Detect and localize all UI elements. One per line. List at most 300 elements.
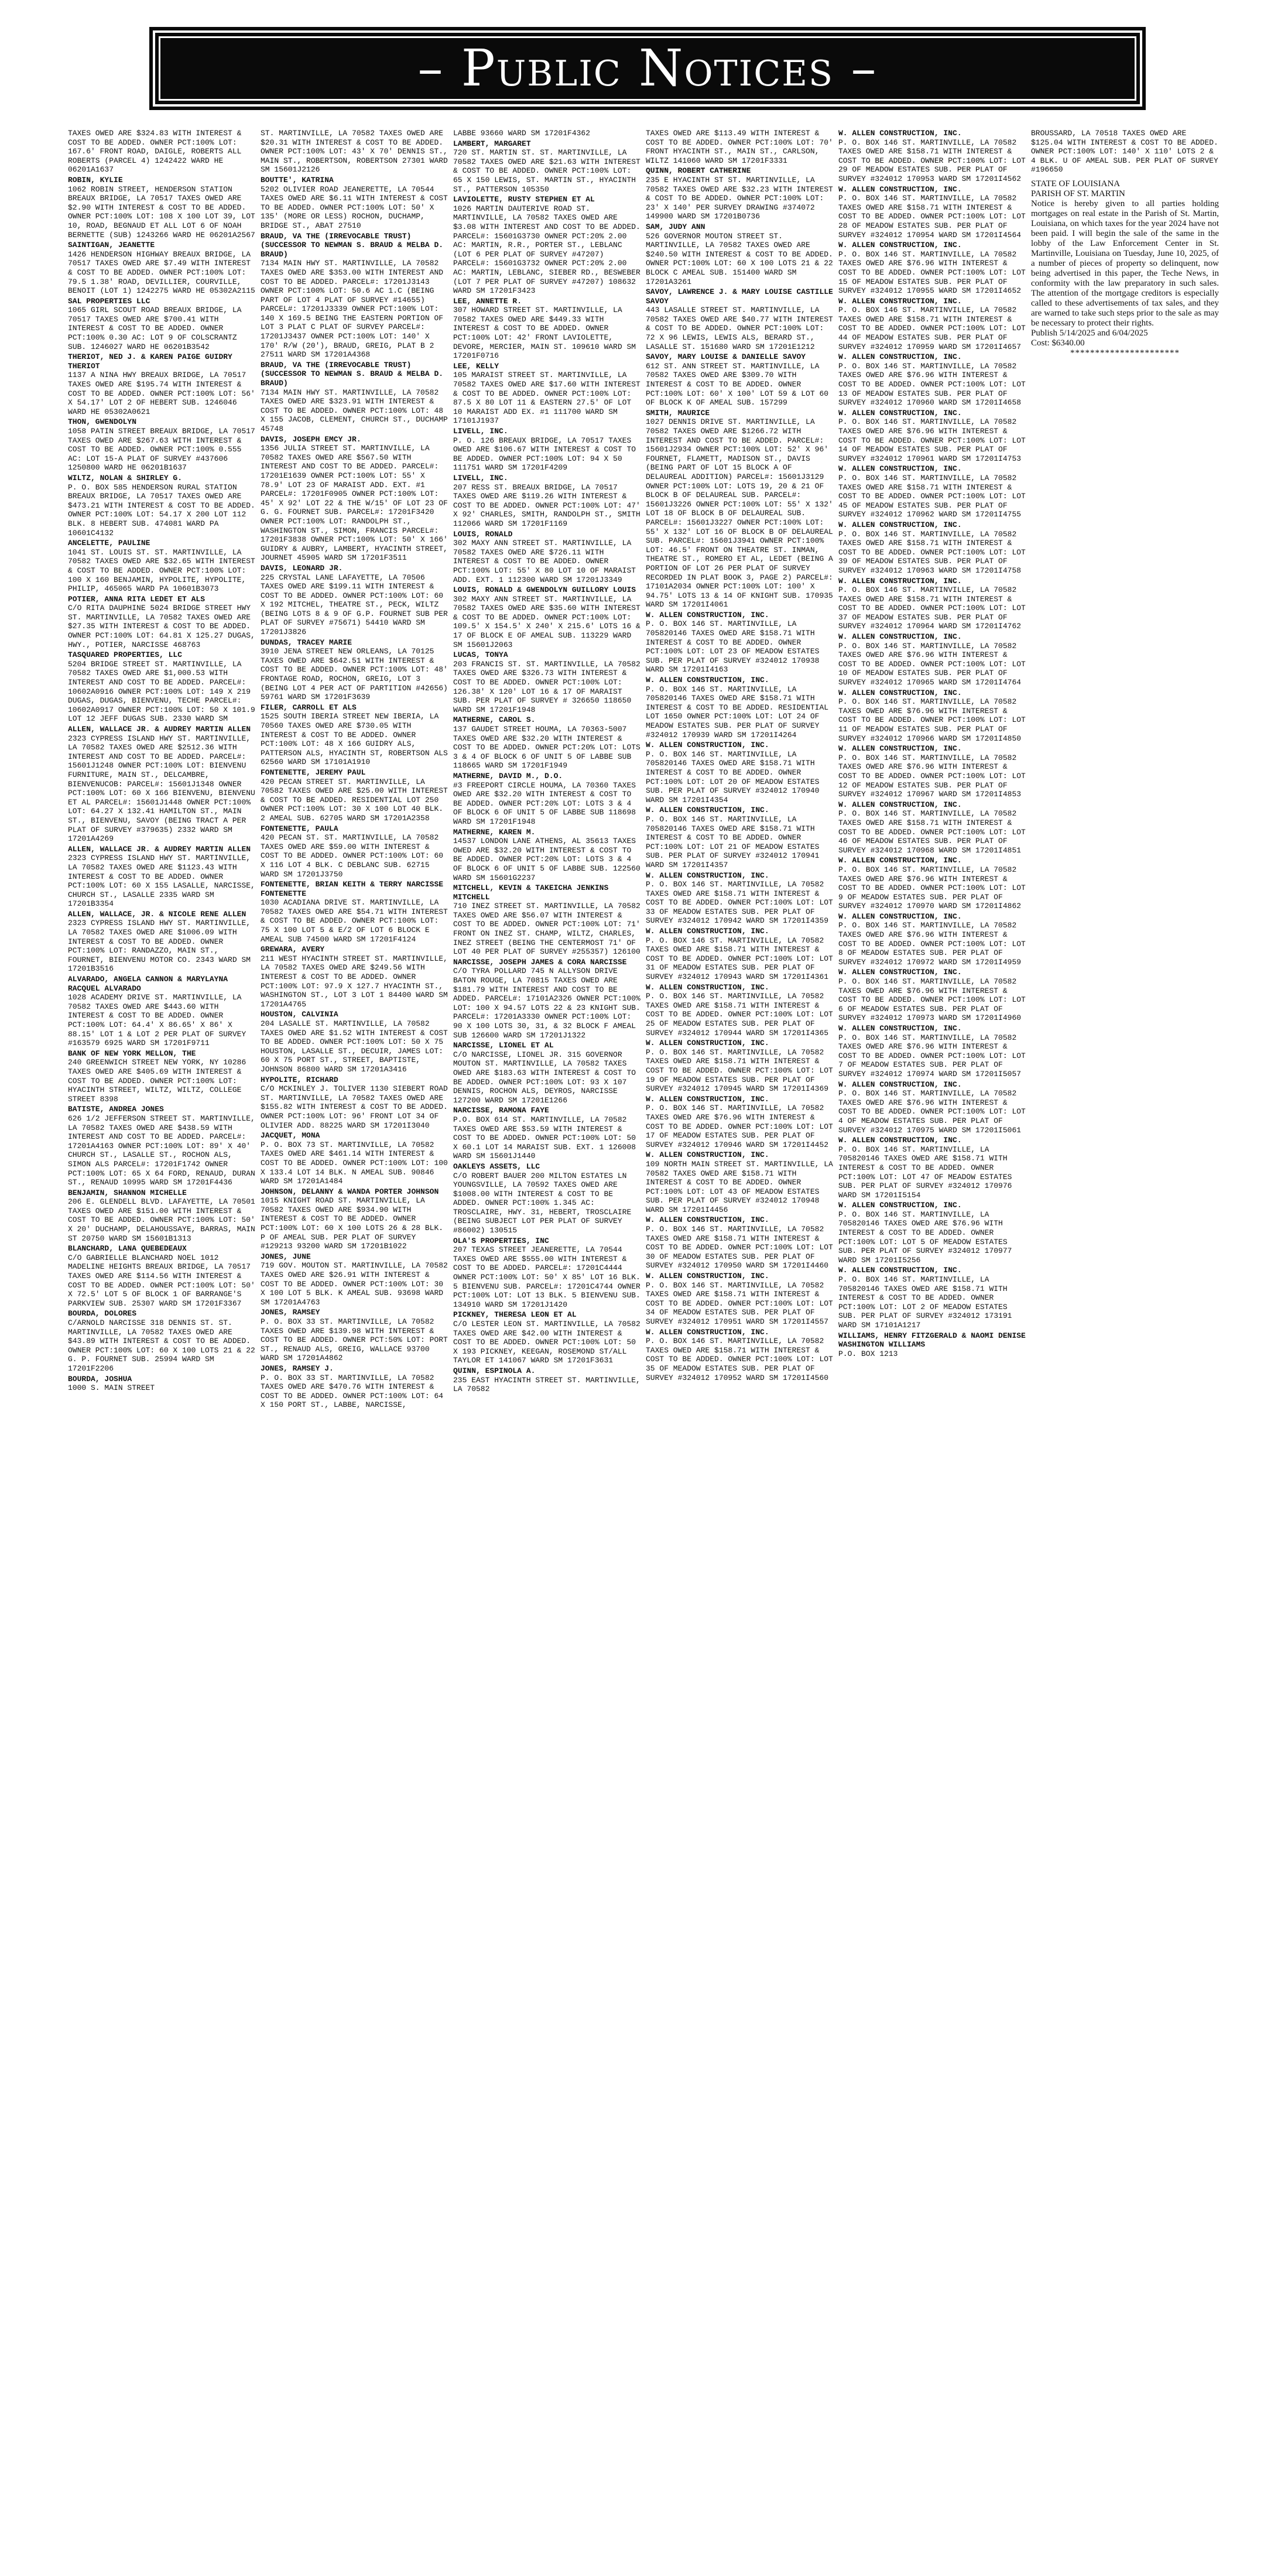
listing-details: 443 LASALLE STREET ST. MARTINVILLE, LA 70582 TAXES OWED ARE $40.77 WITH INTEREST & COST TO BE ADDED. OWNER PCT:100% LOT: 72 X 96 LEWIS, LEWIS ALS, BERARD ST., LASALLE ST. 151680 WARD SM 17201E1212 bbox=[646, 306, 833, 351]
tax-listing bbox=[68, 539, 256, 594]
owner-name: W. ALLEN CONSTRUCTION, INC. bbox=[838, 1024, 962, 1033]
listing-details: P. O. BOX 146 ST. MARTINVILLE, LA 70582 TAXES OWED ARE $158.71 WITH INTEREST & COST TO BE ADDED. OWNER PCT:100% LOT: LOT 25 OF MEADOW ESTATES SUB. PER PLAT OF SURVEY #324012 170944 WARD SM 17201I4365 bbox=[646, 992, 833, 1037]
listing-details: P. O. BOX 33 ST. MARTINVILLE, LA 70582 TAXES OWED ARE $139.98 WITH INTEREST & COST TO BE ADDED. OWNER PCT:50% LOT: PORT ST., RENAUD ALS, GREIG, WALLACE 93700 WARD SM 17201A4862 bbox=[261, 1317, 448, 1363]
column-4 bbox=[646, 129, 834, 2564]
tax-listing bbox=[838, 352, 1026, 407]
owner-name: ROBIN, KYLIE bbox=[68, 175, 123, 184]
listing-details: P. O. BOX 146 ST. MARTINVILLE, LA 70582 TAXES OWED ARE $76.96 WITH INTEREST & COST TO BE ADDED. OWNER PCT:100% LOT: LOT 11 OF MEADOW ESTATES SUB. PER PLAT OF SURVEY #324012 170966 WARD SM 17201I4850 bbox=[838, 697, 1026, 743]
owner-name: SMITH, MAURICE bbox=[646, 408, 710, 417]
tax-listing bbox=[646, 741, 834, 804]
tax-listing bbox=[68, 1309, 256, 1373]
listing-details: C/O MCKINLEY J. TOLIVER 1130 SIEBERT ROAD ST. MARTINVILLE, LA 70582 TAXES OWED ARE $155.82 WITH INTEREST & COST TO BE ADDED. OWNER PCT:100% LOT: 96' FRONT LOT 34 OF OLIVIER ADD. 88225 WARD SM 17201I3040 bbox=[261, 1084, 448, 1130]
listing-details: 235 EAST HYACINTH STREET ST. MARTINVILLE, LA 70582 bbox=[453, 1375, 640, 1394]
tax-listing bbox=[838, 409, 1026, 464]
listing-details: 1027 DENNIS DRIVE ST. MARTINVILLE, LA 70582 TAXES OWED ARE $1266.72 WITH INTEREST AND COST TO BE ADDED. PARCEL#: 15601J2934 OWNER PCT:100% LOT: 52' X 96' FOURNET, FLAMETT, MADISON ST., DAVIS (BEING PART OF LOT 15 BLOCK A OF DELAUREAL ADDITION) PARCEL#: 15601J3129 OWNER PCT:100% LOT: LOTS 19, 20 & 21 OF BLOCK B OF DELAUREAL SUB. PARCEL#: 15601J3226 OWNER PCT:100% LOT: 55' X 132' LOT 18 OF BLOCK B OF DELAUREAL SUB. PARCEL#: 15601J3227 OWNER PCT:100% LOT: 55' X 132' LOT 16 OF BLOCK B OF DELAUREAL SUB. PARCEL#: 15601J3941 OWNER PCT:100% LOT: 46.5' FRONT ON THEATRE ST. INMAN, THEATRE ST., ROMERO ET AL, LEDET (BEING A PORTION OF LOT 26 PER PLAT OF SURVEY RECORDED IN PLAT BOOK 3, PAGE 2) PARCEL#: 17101A2034 OWNER PCT:100% LOT: 100' X 94.75' LOTS 13 & 14 OF KNIGHT SUB. 170935 WARD SM 17201I4061 bbox=[646, 417, 833, 609]
owner-name: TASQUARED PROPERTIES, LLC bbox=[68, 650, 183, 660]
owner-name: W. ALLEN CONSTRUCTION, INC. bbox=[838, 1266, 962, 1275]
tax-listing bbox=[646, 166, 834, 221]
listing-details: P. O. BOX 146 ST. MARTINVILLE, LA 70582 TAXES OWED ARE $76.96 WITH INTEREST & COST TO BE ADDED. OWNER PCT:100% LOT: LOT 4 OF MEADOW ESTATES SUB. PER PLAT OF SURVEY #324012 170975 WARD SM 17201I5061 bbox=[838, 1089, 1026, 1135]
tax-listing bbox=[453, 1162, 641, 1235]
listing-details: 207 TEXAS STREET JEANERETTE, LA 70544 TAXES OWED ARE $555.00 WITH INTEREST & COST TO BE ADDED. PARCEL#: 17201C4444 OWNER PCT:100% LOT: 50' X 85' LOT 16 BLK. 5 BIENVENU SUB. PARCEL#: 17201C4744 OWNER PCT:100% LOT: LOT 13 BLK. 5 BIENVENU SUB. 134910 WARD SM 17201J1420 bbox=[453, 1245, 640, 1309]
listing-details: P. O. BOX 146 ST. MARTINVILLE, LA 705820146 TAXES OWED ARE $76.96 WITH INTEREST & COST TO BE ADDED. OWNER PCT:100% LOT: LOT 5 OF MEADOW ESTATES SUB. PER PLAT OF SURVEY #324012 170977 WARD SM 17201I5256 bbox=[838, 1210, 1012, 1265]
listing-details: P. O. BOX 146 ST. MARTINVILLE, LA 70582 TAXES OWED ARE $158.71 WITH INTEREST & COST TO BE ADDED. OWNER PCT:100% LOT: LOT 37 OF MEADOW ESTATES SUB. PER PLAT OF SURVEY #324012 170964 WARD SM 17201I4762 bbox=[838, 585, 1026, 631]
listing-details: P. O. BOX 146 ST. MARTINVILLE, LA 70582 TAXES OWED ARE $158.71 WITH INTEREST & COST TO BE ADDED. OWNER PCT:100% LOT: LOT 33 OF MEADOW ESTATES SUB. PER PLAT OF SURVEY #324012 170942 WARD SM 17201I4359 bbox=[646, 880, 833, 926]
owner-name: ALLEN, WALLACE, JR. & NICOLE RENE ALLEN bbox=[68, 909, 246, 919]
tax-listing bbox=[261, 232, 448, 359]
listing-details: P. O. 126 BREAUX BRIDGE, LA 70517 TAXES OWED ARE $106.67 WITH INTEREST & COST TO BE ADDED. OWNER PCT:100% LOT: 94 X 50 111751 WARD SM 17201F4209 bbox=[453, 436, 636, 472]
tax-listing bbox=[453, 958, 641, 1040]
tax-listing bbox=[261, 880, 448, 944]
listing-details: P. O. BOX 146 ST. MARTINVILLE, LA 70582 TAXES OWED ARE $76.96 WITH INTEREST & COST TO BE ADDED. OWNER PCT:100% LOT: LOT 14 OF MEADOW ESTATES SUB. PER PLAT OF SURVEY #324012 170961 WARD SM 17201I4753 bbox=[838, 417, 1026, 463]
owner-name: LEE, KELLY bbox=[453, 361, 499, 371]
listing-details: P. O. BOX 146 ST. MARTINVILLE, LA 70582 TAXES OWED ARE $76.96 WITH INTEREST & COST TO BE ADDED. OWNER PCT:100% LOT: LOT 8 OF MEADOW ESTATES SUB. PER PLAT OF SURVEY #324012 170972 WARD SM 17201I4959 bbox=[838, 921, 1026, 967]
listing-details: 225 CRYSTAL LANE LAFAYETTE, LA 70506 TAXES OWED ARE $199.11 WITH INTEREST & COST TO BE ADDED. OWNER PCT:100% LOT: 60 X 192 MITCHEL, THEATRE ST., PECK, WILTZ (BEING LOTS 8 & 9 OF G.P. FOURNET SUB PER PLAT OF SURVEY #75671) 54410 WARD SM 17201J3826 bbox=[261, 573, 448, 637]
tax-listing bbox=[261, 945, 448, 1009]
listing-details: 2323 CYPRESS ISLAND HWY ST. MARTINVILLE, LA 70582 TAXES OWED ARE $1006.09 WITH INTEREST & COST TO BE ADDED. OWNER PCT:100% LOT: RANDAZZO, MAIN ST., FOURNET, BIENVENU MOTOR CO. 2343 WARD SM 17201B3516 bbox=[68, 919, 251, 974]
listing-details: 203 FRANCIS ST. ST. MARTINVILLE, LA 70582 TAXES OWED ARE $326.73 WITH INTEREST & COST TO BE ADDED. OWNER PCT:100% LOT: 126.38' X 120' LOT 16 & 17 OF MARAIST SUB. PER PLAT OF SURVEY # 326650 118650 WARD SM 17201F1948 bbox=[453, 659, 640, 714]
owner-name: BOURDA, DOLORES bbox=[68, 1309, 137, 1318]
tax-listing bbox=[68, 417, 256, 472]
listing-details: C/O GABRIELLE BLANCHARD NOEL 1012 MADELINE HEIGHTS BREAUX BRIDGE, LA 70517 TAXES OWED ARE $114.56 WITH INTEREST & COST TO BE ADDED. OWNER PCT:100% LOT: 50' X 72.5' LOT 5 OF BLOCK 1 OF BARRANGE'S PARKVIEW SUB. 25307 WARD SM 17201F3367 bbox=[68, 1253, 255, 1308]
owner-name: LIVELL, INC. bbox=[453, 473, 508, 482]
tax-listing bbox=[646, 611, 834, 674]
owner-name: POTIER, ANNA RITA LEDET ET ALS bbox=[68, 594, 205, 604]
listing-details: P. O. BOX 146 ST. MARTINVILLE, LA 70582 TAXES OWED ARE $158.71 WITH INTEREST & COST TO BE ADDED. OWNER PCT:100% LOT: LOT 45 OF MEADOW ESTATES SUB. PER PLAT OF SURVEY #324012 170962 WARD SM 17201I4755 bbox=[838, 473, 1026, 519]
listing-details: C/ARNOLD NARCISSE 318 DENNIS ST. ST. MARTINVILLE, LA 70582 TAXES OWED ARE $43.89 WITH INTEREST & COST TO BE ADDED. OWNER PCT:100% LOT: 60 X 100 LOTS 21 & 22 G. P. FOURNET SUB. 25994 WARD SM 17201F2206 bbox=[68, 1318, 255, 1373]
listing-details: ST. MARTINVILLE, LA 70582 TAXES OWED ARE $20.31 WITH INTEREST & COST TO BE ADDED. OWNER PCT:100% LOT: 43' X 70' DENNIS ST., MAIN ST., ROBERTSON, ROBERTSON 27301 WARD SM 15601J2126 bbox=[261, 129, 448, 174]
listing-details: 710 INEZ STREET ST. MARTINVILLE, LA 70582 TAXES OWED ARE $56.07 WITH INTEREST & COST TO BE ADDED. OWNER PCT:100% LOT: 71' FRONT ON INEZ ST. CHAMP, WILTZ, CHARLES, INEZ STREET (BEING THE CENTERMOST 71' OF LOT 40 PER PLAT OF SURVEY #255357) 126100 bbox=[453, 902, 640, 957]
listing-details: P. O. BOX 146 ST. MARTINVILLE, LA 70582 TAXES OWED ARE $76.96 WITH INTEREST & COST TO BE ADDED. OWNER PCT:100% LOT: LOT 9 OF MEADOW ESTATES SUB. PER PLAT OF SURVEY #324012 170970 WARD SM 17201I4862 bbox=[838, 865, 1026, 911]
listing-details: P. O. BOX 146 ST. MARTINVILLE, LA 705820146 TAXES OWED ARE $158.71 WITH INTEREST & COST TO BE ADDED. OWNER PCT:100% LOT: LOT 47 OF MEADOW ESTATES SUB. PER PLAT OF SURVEY #324012 170976 WARD SM 17201I5154 bbox=[838, 1145, 1012, 1200]
tax-listing bbox=[68, 1049, 256, 1104]
owner-name: W. ALLEN CONSTRUCTION, INC. bbox=[838, 688, 962, 697]
owner-name: W. ALLEN CONSTRUCTION, INC. bbox=[646, 1150, 769, 1160]
listing-details: 7134 MAIN HWY ST. MARTINVILLE, LA 70582 TAXES OWED ARE $353.00 WITH INTEREST AND COST TO BE ADDED. PARCEL#: 17201J3143 OWNER PCT:100% LOT: 50.6 AC 1.C (BEING PART OF LOT 4 PLAT OF SURVEY #14655) PARCEL#: 17201J3339 OWNER PCT:100% LOT: 140 X 169.5 BEING THE EASTERN PORTION OF LOT 3 PLAT C PLAT OF SURVEY PARCEL#: 17201J3437 OWNER PCT:100% LOT: 140' X 170' R/W (20'), BRAUD, GREIG, PLAT B 2 27511 WARD SM 17201A4368 bbox=[261, 259, 444, 359]
owner-name: SAM, JUDY ANN bbox=[646, 222, 705, 231]
owner-name: QUINN, ESPINOLA A. bbox=[453, 1366, 536, 1375]
tax-listing bbox=[68, 176, 256, 239]
listing-details: P. O. BOX 146 ST. MARTINVILLE, LA 70582 TAXES OWED ARE $158.71 WITH INTEREST & COST TO BE ADDED. OWNER PCT:100% LOT: LOT 30 OF MEADOW ESTATES SUB. PER PLAT OF SURVEY #324012 170950 WARD SM 17201I4460 bbox=[646, 1225, 833, 1270]
owner-name: THERIOT, NED J. & KAREN PAIGE GUIDRY THERIOT bbox=[68, 352, 232, 371]
tax-listing bbox=[261, 361, 448, 434]
tax-listing bbox=[646, 129, 834, 165]
listing-details: 240 GREENWICH STREET NEW YORK, NY 10286 TAXES OWED ARE $405.69 WITH INTEREST & COST TO BE ADDED. OWNER PCT:100% LOT: HYACINTH STREET, WILTZ, WILTZ, COLLEGE STREET 8398 bbox=[68, 1058, 246, 1104]
notice-parish: PARISH OF ST. MARTIN bbox=[1031, 189, 1125, 198]
owner-name: FONTENETTE, BRIAN KEITH & TERRY NARCISSE FONTENETTE bbox=[261, 880, 444, 898]
tax-listing bbox=[646, 352, 834, 407]
section-banner bbox=[149, 27, 1146, 110]
owner-name: DUNDAS, TRACEY MARIE bbox=[261, 638, 352, 647]
owner-name: FONTENETTE, PAULA bbox=[261, 824, 338, 833]
owner-name: W. ALLEN CONSTRUCTION, INC. bbox=[646, 610, 769, 619]
owner-name: LOUIS, RONALD & GWENDOLYN GUILLORY LOUIS bbox=[453, 585, 636, 595]
tax-listing bbox=[68, 910, 256, 974]
owner-name: W. ALLEN CONSTRUCTION, INC. bbox=[838, 912, 962, 921]
listing-details: P. O. BOX 146 ST. MARTINVILLE, LA 70582 TAXES OWED ARE $76.96 WITH INTEREST & COST TO BE ADDED. OWNER PCT:100% LOT: LOT 7 OF MEADOW ESTATES SUB. PER PLAT OF SURVEY #324012 170974 WARD SM 17201I5057 bbox=[838, 1033, 1026, 1078]
owner-name: DAVIS, JOSEPH EMCY JR. bbox=[261, 434, 361, 444]
tax-listing bbox=[68, 129, 256, 174]
owner-name: THON, GWENDOLYN bbox=[68, 417, 137, 427]
tax-listing bbox=[838, 688, 1026, 744]
owner-name: W. ALLEN CONSTRUCTION, INC. bbox=[646, 1272, 769, 1281]
owner-name: W. ALLEN CONSTRUCTION, INC. bbox=[646, 1327, 769, 1337]
listing-details: BROUSSARD, LA 70518 TAXES OWED ARE $125.04 WITH INTEREST & COST TO BE ADDED. OWNER PCT:100% LOT: 140' X 110' LOTS 2 & 4 BLK. U OF AMEAL SUB. PER PLAT OF SURVEY #196650 bbox=[1031, 129, 1218, 174]
tax-listing bbox=[68, 725, 256, 844]
listing-details: P. O. BOX 146 ST. MARTINVILLE, LA 70582 TAXES OWED ARE $158.71 WITH INTEREST & COST TO BE ADDED. OWNER PCT:100% LOT: LOT 46 OF MEADOW ESTATES SUB. PER PLAT OF SURVEY #324012 170968 WARD SM 17201I4851 bbox=[838, 809, 1026, 855]
listing-details: 307 HOWARD STREET ST. MARTINVILLE, LA 70582 TAXES OWED ARE $449.33 WITH INTEREST & COST TO BE ADDED. OWNER PCT:100% LOT: 42' FRONT LAVIOLETTE, DEVORE, MERCIER, MAIN ST. 109610 WARD SM 17201F0716 bbox=[453, 306, 636, 361]
tax-listing bbox=[838, 800, 1026, 855]
owner-name: WILTZ, NOLAN & SHIRLEY G. bbox=[68, 473, 183, 482]
tax-listing bbox=[453, 297, 641, 361]
owner-name: JONES, RAMSEY bbox=[261, 1308, 320, 1317]
owner-name: W. ALLEN CONSTRUCTION, INC. bbox=[646, 1215, 769, 1225]
notice-cost: Cost: $6340.00 bbox=[1031, 338, 1085, 348]
owner-name: JONES, JUNE bbox=[261, 1252, 311, 1261]
listing-details: 211 WEST HYACINTH STREET ST. MARTINVILLE, LA 70582 TAXES OWED ARE $249.56 WITH INTEREST & COST TO BE ADDED. OWNER PCT:100% LOT: 97.9 X 127.7 HYACINTH ST., WASHINGTON ST., LOT 3 LOT 1 84400 WARD SM 17201A4765 bbox=[261, 954, 448, 1009]
listing-details: 207 RESS ST. BREAUX BRIDGE, LA 70517 TAXES OWED ARE $119.26 WITH INTEREST & COST TO BE ADDED. OWNER PCT:100% LOT: 47' X 92' CHARLES, SMITH, RANDOLPH ST., SMITH 112066 WARD SM 17201F1169 bbox=[453, 482, 640, 528]
owner-name: SAVOY, LAWRENCE J. & MARY LOUISE CASTILLE SAVOY bbox=[646, 287, 833, 306]
owner-name: HOUSTON, CALVINIA bbox=[261, 1010, 338, 1019]
tax-listing bbox=[453, 828, 641, 883]
owner-name: BATISTE, ANDREA JONES bbox=[68, 1105, 164, 1114]
listing-details: P. O. BOX 146 ST. MARTINVILLE, LA 705820146 TAXES OWED ARE $158.71 WITH INTEREST & COST TO BE ADDED. OWNER PCT:100% LOT: LOT 23 OF MEADOW ESTATES SUB. PER PLAT OF SURVEY #324012 170938 WARD SM 17201I4163 bbox=[646, 619, 820, 674]
tax-listing bbox=[838, 185, 1026, 240]
tax-listing bbox=[646, 1215, 834, 1270]
owner-name: W. ALLEN CONSTRUCTION, INC. bbox=[838, 1136, 962, 1145]
listing-details: 1356 JULIA STREET ST. MARTINVILLE, LA 70582 TAXES OWED ARE $567.50 WITH INTEREST AND COST TO BE ADDED. PARCEL#: 17201E1639 OWNER PCT:100% LOT: 55' X 78.9' LOT 23 OF MARAIST ADD. EXT. #1 PARCEL#: 17201F0905 OWNER PCT:100% LOT: 45' X 92' LOT 22 & THE W/15' OF LOT 23 OF G. G. FOURNET SUB. PARCEL#: 17201F3420 OWNER PCT:100% LOT: RANDOLPH ST., WASHINGTON ST., SIMON, FRANCIS PARCEL#: 17201F3838 OWNER PCT:100% LOT: 50' X 166' GUIDRY & AUBRY, LAMBERT, HYACINTH STREET, JOURNET 45905 WARD SM 17201F3511 bbox=[261, 444, 448, 563]
owner-name: JACQUET, MONA bbox=[261, 1131, 320, 1140]
listing-details: 302 MAXY ANN STREET ST. MARTINVILLE, LA 70582 TAXES OWED ARE $35.60 WITH INTEREST & COST TO BE ADDED. OWNER PCT:100% LOT: 109.5' X 154.5' X 240' X 215.6' LOTS 16 & 17 OF BLOCK E OF AMEAL SUB. 113229 WARD SM 15601J2063 bbox=[453, 594, 640, 649]
listing-details: P. O. BOX 146 ST. MARTINVILLE, LA 70582 TAXES OWED ARE $158.71 WITH INTEREST & COST TO BE ADDED. OWNER PCT:100% LOT: LOT 39 OF MEADOW ESTATES SUB. PER PLAT OF SURVEY #324012 170963 WARD SM 17201I4758 bbox=[838, 529, 1026, 575]
listing-details: C/O ROBERT BAUER 200 MILTON ESTATES LN YOUNGSVILLE, LA 70592 TAXES OWED ARE $1008.00 WITH INTEREST & COST TO BE ADDED. OWNER PCT:100% 1.345 AC: TROSCLAIRE, HWY. 31, HEBERT, TROSCLAIRE (BEING SUBJECT LOT PER PLAT OF SURVEY #86002) 130515 bbox=[453, 1171, 632, 1235]
owner-name: W. ALLEN CONSTRUCTION, INC. bbox=[838, 520, 962, 529]
tax-listing bbox=[261, 703, 448, 767]
column-1 bbox=[68, 129, 256, 2564]
listing-details: 420 PECAN ST. ST. MARTINVILLE, LA 70582 TAXES OWED ARE $59.00 WITH INTEREST & COST TO BE ADDED. OWNER PCT:100% LOT: 60 X 116 LOT 4 BLK. C DEBLANC SUB. 62715 WARD SM 17201J3750 bbox=[261, 833, 444, 879]
notice-publish-dates: Publish 5/14/2025 and 6/04/2025 bbox=[1031, 328, 1148, 338]
listing-details: P. O. BOX 33 ST. MARTINVILLE, LA 70582 TAXES OWED ARE $470.76 WITH INTEREST & COST TO BE ADDED. OWNER PCT:100% LOT: 64 X 150 PORT ST., LABBE, NARCISSE, bbox=[261, 1373, 444, 1410]
owner-name: W. ALLEN CONSTRUCTION, INC. bbox=[838, 352, 962, 362]
owner-name: W. ALLEN CONSTRUCTION, INC. bbox=[838, 632, 962, 642]
owner-name: BOUTTE', KATRINA bbox=[261, 175, 334, 184]
tax-listing bbox=[261, 638, 448, 702]
owner-name: SAINTIGAN, JEANETTE bbox=[68, 241, 155, 250]
listing-details: 2323 CYPRESS ISLAND HWY ST. MARTINVILLE, LA 70582 TAXES OWED ARE $2512.36 WITH INTEREST AND COST TO BE ADDED. PARCEL#: 15601J1248 OWNER PCT:100% LOT: BIENVENU FURNITURE, MAIN ST., DELCAMBRE, BIENVENUCOB: PARCEL#: 15601J1348 OWNER PCT:100% LOT: 60 X 166 BIENVENU, BIENVENU ET AL PARCEL#: 15601J1448 OWNER PCT:100% LOT: 64.27 X 132.41 HAMILTON ST., MAIN ST., BIENVENU, SAVOY (BEING TRACT A PER PLAT OF SURVEY #379635) 2332 WARD SM 17201A4269 bbox=[68, 734, 255, 844]
tax-listing bbox=[453, 1236, 641, 1310]
notice-columns bbox=[68, 129, 1220, 2564]
tax-listing bbox=[838, 297, 1026, 352]
owner-name: W. ALLEN CONSTRUCTION, INC. bbox=[838, 296, 962, 306]
listing-details: P. O. BOX 146 ST. MARTINVILLE, LA 70582 TAXES OWED ARE $76.96 WITH INTEREST & COST TO BE ADDED. OWNER PCT:100% LOT: LOT 13 OF MEADOW ESTATES SUB. PER PLAT OF SURVEY #324012 170960 WARD SM 17201I4658 bbox=[838, 361, 1026, 407]
tax-listing bbox=[68, 1375, 256, 1393]
listing-details: C/O RITA DAUPHINE 5024 BRIDGE STREET HWY ST. MARTINVILLE, LA 70582 TAXES OWED ARE $27.35 WITH INTEREST & COST TO BE ADDED. OWNER PCT:100% LOT: 64.81 X 125.27 DUGAS, HWY., POTIER, NARCISSE 468763 bbox=[68, 604, 255, 649]
listing-details: 5204 BRIDGE STREET ST. MARTINVILLE, LA 70582 TAXES OWED ARE $1,000.53 WITH INTEREST AND COST TO BE ADDED. PARCEL#: 10602A0916 OWNER PCT:100% LOT: 149 X 219 DUGAS, DUGAS, BIENVENU, TECHE PARCEL#: 10602A0917 OWNER PCT:100% LOT: 50 X 101.9 LOT 12 JEFF DUGAS SUB. 2330 WARD SM bbox=[68, 659, 255, 724]
owner-name: OAKLEYS ASSETS, LLC bbox=[453, 1162, 540, 1171]
owner-name: BENJAMIN, SHANNON MICHELLE bbox=[68, 1188, 187, 1197]
tax-listing bbox=[453, 530, 641, 585]
tax-listing bbox=[68, 352, 256, 416]
tax-listing bbox=[646, 1272, 834, 1327]
owner-name: W. ALLEN CONSTRUCTION, INC. bbox=[838, 744, 962, 753]
tax-listing bbox=[453, 139, 641, 194]
listing-details: 3910 JENA STREET NEW ORLEANS, LA 70125 TAXES OWED ARE $642.51 WITH INTEREST & COST TO BE ADDED. OWNER PCT:100% LOT: 48' FRONTAGE ROAD, ROCHON, GREIG, LOT 3 (BEING LOT 4 PER ACT OF PARTITION #42656) 59761 WARD SM 17201F3639 bbox=[261, 647, 448, 702]
listing-details: P. O. BOX 585 HENDERSON RURAL STATION BREAUX BRIDGE, LA 70517 TAXES OWED ARE $473.21 WITH INTEREST & COST TO BE ADDED. OWNER PCT:100% LOT: 54.17 X 200 LOT 112 BLK. 8 HEBERT SUB. 474081 WARD PA 10601C4132 bbox=[68, 482, 255, 537]
tax-listing bbox=[838, 1024, 1026, 1079]
tax-listing bbox=[838, 968, 1026, 1023]
owner-name: W. ALLEN CONSTRUCTION, INC. bbox=[646, 741, 769, 750]
listing-details: 1015 KNIGHT ROAD ST. MARTINVILLE, LA 70582 TAXES OWED ARE $934.90 WITH INTEREST & COST TO BE ADDED. OWNER PCT:100% LOT: 60 X 100 LOTS 26 & 28 BLK. P OF AMEAL SUB. PER PLAT OF SURVEY #129213 93200 WARD SM 17201B1022 bbox=[261, 1196, 444, 1251]
owner-name: PICKNEY, THERESA LEON ET AL bbox=[453, 1310, 577, 1320]
tax-listing bbox=[261, 435, 448, 563]
listing-details: P. O. BOX 146 ST. MARTINVILLE, LA 70582 TAXES OWED ARE $158.71 WITH INTEREST & COST TO BE ADDED. OWNER PCT:100% LOT: LOT 34 OF MEADOW ESTATES SUB. PER PLAT OF SURVEY #324012 170951 WARD SM 17201I4557 bbox=[646, 1280, 833, 1326]
owner-name: W. ALLEN CONSTRUCTION, INC. bbox=[646, 871, 769, 880]
tax-listing bbox=[453, 1310, 641, 1365]
tax-listing bbox=[453, 883, 641, 957]
owner-name: MATHERNE, DAVID M., D.O. bbox=[453, 771, 563, 780]
listing-details: C/O LESTER LEON ST. MARTINVILLE, LA 70582 TAXES OWED ARE $42.00 WITH INTEREST & COST TO BE ADDED. OWNER PCT:100% LOT: 50 X 193 PICKNEY, KEEGAN, ROSEMOND ST/ALL TAYLOR ET 141067 WARD SM 17201F3631 bbox=[453, 1320, 640, 1365]
owner-name: W. ALLEN CONSTRUCTION, INC. bbox=[646, 1094, 769, 1104]
listing-details: P. O. BOX 146 ST. MARTINVILLE, LA 70582 TAXES OWED ARE $76.96 WITH INTEREST & COST TO BE ADDED. OWNER PCT:100% LOT: LOT 12 OF MEADOW ESTATES SUB. PER PLAT OF SURVEY #324012 170967 WARD SM 17201I4853 bbox=[838, 753, 1026, 799]
tax-listing bbox=[646, 1150, 834, 1214]
tax-listing bbox=[646, 871, 834, 926]
tax-listing bbox=[68, 297, 256, 352]
tax-listing bbox=[646, 983, 834, 1038]
listing-details: TAXES OWED ARE $113.49 WITH INTEREST & COST TO BE ADDED. OWNER PCT:100% LOT: 70' FRONT HYACINTH ST., MAIN ST., CARLSON, WILTZ 141060 WARD SM 17201F3331 bbox=[646, 129, 833, 165]
tax-listing bbox=[646, 806, 834, 869]
tax-listing bbox=[453, 1041, 641, 1105]
owner-name: W. ALLEN CONSTRUCTION, INC. bbox=[838, 241, 962, 250]
listing-details: P. O. BOX 146 ST. MARTINVILLE, LA 70582 TAXES OWED ARE $76.96 WITH INTEREST & COST TO BE ADDED. OWNER PCT:100% LOT: LOT 15 OF MEADOW ESTATES SUB. PER PLAT OF SURVEY #324012 170955 WARD SM 17201I4652 bbox=[838, 249, 1026, 296]
owner-name: W. ALLEN CONSTRUCTION, INC. bbox=[838, 408, 962, 417]
listing-details: P. O. BOX 146 ST. MARTINVILLE, LA 70582 TAXES OWED ARE $158.71 WITH INTEREST & COST TO BE ADDED. OWNER PCT:100% LOT: LOT 29 OF MEADOW ESTATES SUB. PER PLAT OF SURVEY #324012 170953 WARD SM 17201I4562 bbox=[838, 138, 1026, 183]
tax-listing bbox=[453, 474, 641, 529]
tax-listing bbox=[453, 715, 641, 770]
owner-name: W. ALLEN CONSTRUCTION, INC. bbox=[646, 927, 769, 936]
listing-details: 1000 S. MAIN STREET bbox=[68, 1383, 155, 1393]
owner-name: W. ALLEN CONSTRUCTION, INC. bbox=[838, 800, 962, 809]
tax-listing bbox=[261, 1364, 448, 1410]
tax-listing bbox=[646, 1095, 834, 1150]
listing-details: 1065 GIRL SCOUT ROAD BREAUX BRIDGE, LA 70517 TAXES OWED ARE $700.41 WITH INTEREST & COST TO BE ADDED. OWNER PCT:100% 0.30 AC: LOT 9 OF COLSCRANTZ SUB. 1246027 WARD HE 06201B3542 bbox=[68, 306, 242, 351]
tax-listing bbox=[453, 427, 641, 472]
tax-listing bbox=[838, 1201, 1026, 1265]
tax-listing bbox=[646, 222, 834, 286]
listing-details: 1062 ROBIN STREET, HENDERSON STATION BREAUX BRIDGE, LA 70517 TAXES OWED ARE $2.90 WITH INTEREST & COST TO BE ADDED. OWNER PCT:100% LOT: 108 X 100 LOT 39, LOT 10, ROAD, BEGNAUD ET ALL LOT 6 OF NOAH BERNETTE (SUB) 1243266 WARD HE 06201A2567 bbox=[68, 184, 255, 239]
listing-details: P. O. BOX 146 ST. MARTINVILLE, LA 705820146 TAXES OWED ARE $158.71 WITH INTEREST & COST TO BE ADDED. OWNER PCT:100% LOT: LOT 2 OF MEADOW ESTATES SUB. PER PLAT OF SURVEY #324012 173191 WARD SM 17101A1217 bbox=[838, 1275, 1012, 1330]
tax-listing bbox=[838, 856, 1026, 911]
tax-listing bbox=[68, 474, 256, 537]
listing-details: 109 NORTH MAIN STREET ST. MARTINVILLE, LA 70582 TAXES OWED ARE $158.71 WITH INTEREST & COST TO BE ADDED. OWNER PCT:100% LOT: LOT 43 OF MEADOW ESTATES SUB. PER PLAT OF SURVEY #324012 170948 WARD SM 17201I4456 bbox=[646, 1159, 833, 1214]
owner-name: LAMBERT, MARGARET bbox=[453, 139, 531, 148]
listing-details: 204 LASALLE ST. MARTINVILLE, LA 70582 TAXES OWED ARE $1.52 WITH INTEREST & COST TO BE ADDED. OWNER PCT:100% LOT: 50 X 75 HOUSTON, LASALLE ST., DECUIR, JAMES LOT: 60 X 75 PORT ST., STREET, BAPTISTE, JOHNSON 86800 WARD SM 17201A3416 bbox=[261, 1019, 448, 1074]
tax-listing bbox=[646, 1328, 834, 1383]
owner-name: WILLIAMS, HENRY FITZGERALD & NAOMI DENISE WASHINGTON WILLIAMS bbox=[838, 1331, 1026, 1349]
tax-listing bbox=[838, 577, 1026, 632]
tax-listing bbox=[261, 129, 448, 174]
owner-name: SAL PROPERTIES LLC bbox=[68, 296, 150, 306]
listing-details: 235 E HYACINTH ST ST. MARTINVILLE, LA 70582 TAXES OWED ARE $32.23 WITH INTEREST & COST TO BE ADDED. OWNER PCT:100% LOT: 23' X 140' PER SURVEY DRAWING #374072 149900 WARD SM 17201B0736 bbox=[646, 175, 833, 221]
tax-listing bbox=[838, 129, 1026, 184]
tax-listing bbox=[838, 1266, 1026, 1330]
tax-listing bbox=[68, 595, 256, 650]
listing-details: P. O. BOX 146 ST. MARTINVILLE, LA 70582 TAXES OWED ARE $158.71 WITH INTEREST & COST TO BE ADDED. OWNER PCT:100% LOT: LOT 44 OF MEADOW ESTATES SUB. PER PLAT OF SURVEY #324012 170959 WARD SM 17201I4657 bbox=[838, 306, 1026, 351]
listing-details: P. O. BOX 146 ST. MARTINVILLE, LA 70582 TAXES OWED ARE $158.71 WITH INTEREST & COST TO BE ADDED. OWNER PCT:100% LOT: LOT 28 OF MEADOW ESTATES SUB. PER PLAT OF SURVEY #324012 170954 WARD SM 17201I4564 bbox=[838, 194, 1026, 239]
listing-details: 14537 LONDON LANE ATHENS, AL 35613 TAXES OWED ARE $32.20 WITH INTEREST & COST TO BE ADDED. OWNER PCT:20% LOT: LOTS 3 & 4 OF BLOCK 6 OF UNIT 5 OF LABBE SUB. 122560 WARD SM 15601G2237 bbox=[453, 837, 640, 882]
tax-listing bbox=[261, 1010, 448, 1074]
owner-name: W. ALLEN CONSTRUCTION, INC. bbox=[838, 464, 962, 474]
listing-details: P. O. BOX 146 ST. MARTINVILLE, LA 705820146 TAXES OWED ARE $158.71 WITH INTEREST & COST TO BE ADDED. RESIDENTIAL LOT 1650 OWNER PCT:100% LOT: LOT 24 OF MEADOW ESTATES SUB. PER PLAT OF SURVEY #324012 170939 WARD SM 17201I4264 bbox=[646, 684, 829, 739]
owner-name: W. ALLEN CONSTRUCTION, INC. bbox=[838, 576, 962, 585]
listing-details: P. O. BOX 73 ST. MARTINVILLE, LA 70582 TAXES OWED ARE $461.14 WITH INTEREST & COST TO BE ADDED. OWNER PCT:100% LOT: 100 X 133.4 LOT 14 BLK. N AMEAL SUB. 90846 WARD SM 17201A1484 bbox=[261, 1140, 448, 1186]
listing-details: 2323 CYPRESS ISLAND HWY ST. MARTINVILLE, LA 70582 TAXES OWED ARE $1123.43 WITH INTEREST & COST TO BE ADDED. OWNER PCT:100% LOT: 60 X 155 LASALLE, NARCISSE, CHURCH ST., LASALLE 2335 WARD SM 17201B3354 bbox=[68, 854, 255, 909]
tax-listing bbox=[838, 1080, 1026, 1135]
listing-details: C/O NARCISSE, LIONEL JR. 315 GOVERNOR MOUTON ST. MARTINVILLE, LA 70582 TAXES OWED ARE $183.63 WITH INTEREST & COST TO BE ADDED. OWNER PCT:100% LOT: 93 X 107 DENNIS, ROCHON ALS, DEYROS, NARCISSE 127200 WARD SM 17201E1266 bbox=[453, 1050, 636, 1105]
listing-details: 1058 PATIN STREET BREAUX BRIDGE, LA 70517 TAXES OWED ARE $267.63 WITH INTEREST & COST TO BE ADDED. OWNER PCT:100% 0.555 AC: LOT 15-A PLAT OF SURVEY #437606 1250800 WARD HE 06201B1637 bbox=[68, 427, 255, 472]
tax-listing bbox=[838, 520, 1026, 576]
section-title: – Public Notices – bbox=[417, 39, 878, 98]
tax-listing bbox=[453, 585, 641, 649]
tax-listing bbox=[261, 1131, 448, 1186]
listing-details: 1041 ST. LOUIS ST. ST. MARTINVILLE, LA 70582 TAXES OWED ARE $32.65 WITH INTEREST & COST TO BE ADDED. OWNER PCT:100% LOT: 100 X 160 BENJAMIN, HYPOLITE, HYPOLITE, PHILIP, 465065 WARD PA 10601B3073 bbox=[68, 547, 255, 594]
listing-details: #3 FREEPORT CIRCLE HOUMA, LA 70360 TAXES OWED ARE $32.20 WITH INTEREST & COST TO BE ADDED. OWNER PCT:20% LOT: LOTS 3 & 4 OF BLOCK 6 OF UNIT 5 OF LABBE SUB 118698 WARD SM 17201F1948 bbox=[453, 780, 636, 826]
tax-listing bbox=[68, 1188, 256, 1244]
tax-listing bbox=[838, 241, 1026, 296]
owner-name: BRAUD, VA THE (IRREVOCABLE TRUST) (SUCCESSOR TO NEWMAN S. BRAUD & MELBA D. BRAUD) bbox=[261, 360, 444, 388]
owner-name: LAVIOLETTE, RUSTY STEPHEN ET AL bbox=[453, 195, 595, 204]
owner-name: GREWARA, AVERY bbox=[261, 945, 325, 954]
listing-details: P. O. BOX 146 ST. MARTINVILLE, LA 705820146 TAXES OWED ARE $158.71 WITH INTEREST & COST TO BE ADDED. OWNER PCT:100% LOT: LOT 21 OF MEADOW ESTATES SUB. PER PLAT OF SURVEY #324012 170941 WARD SM 17201I4357 bbox=[646, 814, 820, 869]
listing-details: 1137 A NINA HWY BREAUX BRIDGE, LA 70517 TAXES OWED ARE $195.74 WITH INTEREST & COST TO BE ADDED. OWNER PCT:100% LOT: 56' X 54.17' LOT 2 OF HEBERT SUB. 1246046 WARD HE 05302A0621 bbox=[68, 371, 255, 416]
owner-name: LOUIS, RONALD bbox=[453, 529, 513, 539]
listing-details: 206 E. GLENDELL BLVD. LAFAYETTE, LA 70501 TAXES OWED ARE $151.00 WITH INTEREST & COST TO BE ADDED. OWNER PCT:100% LOT: 50' X 20' DUCHAMP, DELAHOUSSAYE, BARRAS, MAIN ST 20750 WARD SM 15601B1313 bbox=[68, 1197, 255, 1243]
tax-listing bbox=[838, 912, 1026, 967]
listing-details: P. O. BOX 146 ST. MARTINVILLE, LA 705820146 TAXES OWED ARE $158.71 WITH INTEREST & COST TO BE ADDED. OWNER PCT:100% LOT: LOT 20 OF MEADOW ESTATES SUB. PER PLAT OF SURVEY #324012 170940 WARD SM 17201I4354 bbox=[646, 749, 820, 804]
tax-listing bbox=[68, 1105, 256, 1187]
owner-name: LIVELL, INC. bbox=[453, 427, 508, 436]
owner-name: JOHNSON, DELANNY & WANDA PORTER JOHNSON bbox=[261, 1187, 439, 1196]
listing-details: 137 GAUDET STREET HOUMA, LA 70363-5007 TAXES OWED ARE $32.20 WITH INTEREST & COST TO BE ADDED. OWNER PCT:20% LOT: LOTS 3 & 4 OF BLOCK 6 OF UNIT 5 OF LABBE SUB 118665 WARD SM 17201F1949 bbox=[453, 725, 640, 770]
listing-details: 626 1/2 JEFFERSON STREET ST. MARTINVILLE, LA 70582 TAXES OWED ARE $438.59 WITH INTEREST AND COST TO BE ADDED. PARCEL#: 17201A4163 OWNER PCT:100% LOT: 89' X 40' CHURCH ST., LASALLE ST., ROCHON ALS, SIMON ALS PARCEL#: 17201F1742 OWNER PCT:100% LOT: 65 X 64 FORD, RENAUD, DURAN ST., RENAUD 10995 WARD SM 17201F4436 bbox=[68, 1114, 255, 1187]
owner-name: BANK OF NEW YORK MELLON, THE bbox=[68, 1049, 196, 1058]
listing-details: TAXES OWED ARE $324.83 WITH INTEREST & COST TO BE ADDED. OWNER PCT:100% LOT: 167.6' FRONT ROAD, DAIGLE, ROBERTS ALL ROBERTS (PARCEL 4) 1242422 WARD HE 06201A1637 bbox=[68, 129, 242, 174]
owner-name: QUINN, ROBERT CATHERINE bbox=[646, 166, 751, 176]
notice-body: Notice is hereby given to all parties holding mortgages on real estate in the Parish of St. Martin, Louisiana, on which taxes for the year 2024 have not been paid. I will begin the sale of the same in the lobby of the Law Enforcement Center in St. Martinville, Louisiana on Tuesday, June 10, 2025, of a number of pieces of property so delinquent, now being advertised in this paper, the Teche News, in conformity with the law preparatory in such sales. The attention of the mortgage creditors is especially called to these advertisements of tax sales, and they are warned to take such steps prior to the sale as may be necessary to protect their rights. bbox=[1031, 198, 1219, 328]
listing-details: C/O TYRA POLLARD 745 N ALLYSON DRIVE BATON ROUGE, LA 70815 TAXES OWED ARE $181.79 WITH INTEREST AND COST TO BE ADDED. PARCEL#: 17101A2326 OWNER PCT:100% LOT: 100 X 94.57 LOTS 22 & 23 KNIGHT SUB. PARCEL#: 17201A3330 OWNER PCT:100% LOT: 90 X 100 LOTS 30, 31, & 32 BLOCK F AMEAL SUB 126600 WARD SM 17201J1322 bbox=[453, 967, 640, 1040]
tax-listing bbox=[261, 1308, 448, 1363]
tax-listing bbox=[838, 632, 1026, 687]
tax-listing bbox=[68, 1244, 256, 1308]
listing-details: P.O. BOX 614 ST. MARTINVILLE, LA 70582 TAXES OWED ARE $53.59 WITH INTEREST & COST TO BE ADDED. OWNER PCT:100% LOT: 50 X 60.1 LOT 14 MARAIST SUB. EXT. 1 126008 WARD SM 15601J1440 bbox=[453, 1115, 636, 1161]
owner-name: BRAUD, VA THE (IRREVOCABLE TRUST) (SUCCESSOR TO NEWMAN S. BRAUD & MELBA D. BRAUD) bbox=[261, 231, 444, 259]
tax-listing bbox=[453, 1106, 641, 1161]
tax-listing bbox=[261, 176, 448, 231]
owner-name: NARCISSE, JOSEPH JAMES & CORA NARCISSE bbox=[453, 957, 627, 967]
owner-name: SAVOY, MARY LOUISE & DANIELLE SAVOY bbox=[646, 352, 806, 362]
listing-details: P. O. BOX 146 ST. MARTINVILLE, LA 70582 TAXES OWED ARE $158.71 WITH INTEREST & COST TO BE ADDED. OWNER PCT:100% LOT: LOT 35 OF MEADOW ESTATES SUB. PER PLAT OF SURVEY #324012 170952 WARD SM 17201I4560 bbox=[646, 1337, 833, 1382]
tax-listing bbox=[68, 241, 256, 296]
tax-listing bbox=[646, 409, 834, 609]
owner-name: NARCISSE, LIONEL ET AL bbox=[453, 1041, 554, 1050]
owner-name: ALLEN, WALLACE JR. & AUDREY MARTIN ALLEN bbox=[68, 844, 251, 854]
owner-name: ALVARADO, ANGELA CANNON & MARYLAYNA RACQUEL ALVARADO bbox=[68, 975, 228, 993]
owner-name: OLA'S PROPERTIES, INC bbox=[453, 1236, 549, 1245]
column-3 bbox=[453, 129, 641, 2564]
owner-name: W. ALLEN CONSTRUCTION, INC. bbox=[646, 982, 769, 992]
tax-listing bbox=[68, 650, 256, 724]
listing-details: 1026 MARTIN DAUTERIVE ROAD ST. MARTINVILLE, LA 70582 TAXES OWED ARE $3.08 WITH INTEREST AND COST TO BE ADDED. PARCEL#: 15601G3730 OWNER PCT:20% 2.00 AC: MARTIN, R.R., PORTER ST., LEBLANC (LOT 6 PER PLAT OF SURVEY #47207) PARCEL#: 15601G3732 OWNER PCT:20% 2.00 AC: MARTIN, LEBLANC, SIEBER RD., BESWEBER (LOT 7 PER PLAT OF SURVEY #47207) 108632 WARD SM 17201F3423 bbox=[453, 204, 640, 296]
tax-listing bbox=[646, 1039, 834, 1094]
listing-details: 1426 HENDERSON HIGHWAY BREAUX BRIDGE, LA 70517 TAXES OWED ARE $7.49 WITH INTEREST & COST TO BE ADDED. OWNER PCT:100% LOT: 79.5 1.38' ROAD, DEVILLIER, COURVILLE, BENOIT (LOT 1) 1242275 WARD HE 05302A2115 bbox=[68, 249, 255, 296]
listing-details: P. O. BOX 146 ST. MARTINVILLE, LA 70582 TAXES OWED ARE $158.71 WITH INTEREST & COST TO BE ADDED. OWNER PCT:100% LOT: LOT 31 OF MEADOW ESTATES SUB. PER PLAT OF SURVEY #324012 170943 WARD SM 17201I4361 bbox=[646, 936, 833, 982]
listing-details: LABBE 93660 WARD SM 17201F4362 bbox=[453, 129, 591, 138]
owner-name: DAVIS, LEONARD JR. bbox=[261, 563, 343, 573]
tax-listing bbox=[261, 768, 448, 823]
owner-name: ANCELETTE, PAULINE bbox=[68, 539, 150, 548]
tax-listing bbox=[261, 1187, 448, 1251]
listing-details: 420 PECAN STREET ST. MARTINVILLE, LA 70582 TAXES OWED ARE $25.00 WITH INTEREST & COST TO BE ADDED. RESIDENTIAL LOT 250 OWNER PCT:100% LOT: 30 X 100 LOT 40 BLK. 2 AMEAL SUB. 62705 WARD SM 17201A2358 bbox=[261, 777, 448, 823]
listing-details: 1525 SOUTH IBERIA STREET NEW IBERIA, LA 70560 TAXES OWED ARE $730.05 WITH INTEREST & COST TO BE ADDED. OWNER PCT:100% LOT: 48 X 166 GUIDRY ALS, PATTERSON ALS, HYACINTH ST, ROBERTSON ALS 62560 WARD SM 17101A1910 bbox=[261, 712, 448, 767]
listing-details: 1030 ACADIANA DRIVE ST. MARTINVILLE, LA 70582 TAXES OWED ARE $54.71 WITH INTEREST & COST TO BE ADDED. OWNER PCT:100% LOT: 75 X 100 LOT 5 & E/2 OF LOT 6 BLOCK E AMEAL SUB 74500 WARD SM 17201F4124 bbox=[261, 898, 448, 944]
owner-name: W. ALLEN CONSTRUCTION, INC. bbox=[646, 1039, 769, 1048]
owner-name: JONES, RAMSEY J. bbox=[261, 1364, 334, 1373]
owner-name: W. ALLEN CONSTRUCTION, INC. bbox=[646, 676, 769, 685]
tax-listing bbox=[838, 1136, 1026, 1200]
tax-listing bbox=[453, 195, 641, 296]
owner-name: W. ALLEN CONSTRUCTION, INC. bbox=[838, 968, 962, 977]
listing-details: P. O. BOX 146 ST. MARTINVILLE, LA 70582 TAXES OWED ARE $158.71 WITH INTEREST & COST TO BE ADDED. OWNER PCT:100% LOT: LOT 19 OF MEADOW ESTATES SUB. PER PLAT OF SURVEY #324012 170945 WARD SM 17201I4369 bbox=[646, 1047, 833, 1094]
column-6-entries bbox=[1031, 129, 1219, 174]
owner-name: LEE, ANNETTE R. bbox=[453, 296, 522, 306]
tax-sale-notice bbox=[1031, 179, 1219, 358]
tax-listing bbox=[453, 129, 641, 138]
tax-listing bbox=[453, 1366, 641, 1394]
tax-listing bbox=[68, 975, 256, 1048]
owner-name: HYPOLITE, RICHARD bbox=[261, 1075, 338, 1084]
owner-name: W. ALLEN CONSTRUCTION, INC. bbox=[838, 1080, 962, 1089]
owner-name: W. ALLEN CONSTRUCTION, INC. bbox=[838, 184, 962, 194]
owner-name: MITCHELL, KEVIN & TAKEICHA JENKINS MITCHELL bbox=[453, 883, 609, 902]
notice-end-stars: ********************** bbox=[1070, 348, 1180, 358]
listing-details: 7134 MAIN HWY ST. MARTINVILLE, LA 70582 TAXES OWED ARE $323.91 WITH INTEREST & COST TO BE ADDED. OWNER PCT:100% LOT: 48 X 155 JACOB, CLEMENT, CHURCH ST., DUCHAMP 45748 bbox=[261, 388, 448, 433]
tax-listing bbox=[838, 744, 1026, 799]
listing-details: P.O. BOX 1213 bbox=[838, 1349, 898, 1358]
owner-name: FILER, CARROLL ET ALS bbox=[261, 703, 357, 712]
listing-details: 1028 ACADEMY DRIVE ST. MARTINVILLE, LA 70582 TAXES OWED ARE $443.60 WITH INTEREST & COST TO BE ADDED. OWNER PCT:100% LOT: 64.4' X 86.65' X 86' X 88.15' LOT 1 & LOT 2 PER PLAT OF SURVEY #163579 6925 WARD SM 17201F9711 bbox=[68, 993, 246, 1048]
tax-listing bbox=[646, 287, 834, 351]
listing-details: P. O. BOX 146 ST. MARTINVILLE, LA 70582 TAXES OWED ARE $76.96 WITH INTEREST & COST TO BE ADDED. OWNER PCT:100% LOT: LOT 6 OF MEADOW ESTATES SUB. PER PLAT OF SURVEY #324012 170973 WARD SM 17201I4960 bbox=[838, 977, 1026, 1023]
owner-name: W. ALLEN CONSTRUCTION, INC. bbox=[646, 806, 769, 815]
listing-details: P. O. BOX 146 ST. MARTINVILLE, LA 70582 TAXES OWED ARE $76.96 WITH INTEREST & COST TO BE ADDED. OWNER PCT:100% LOT: LOT 10 OF MEADOW ESTATES SUB. PER PLAT OF SURVEY #324012 170965 WARD SM 17201I4764 bbox=[838, 641, 1026, 687]
column-5 bbox=[838, 129, 1026, 2564]
tax-listing bbox=[261, 824, 448, 879]
owner-name: FONTENETTE, JEREMY PAUL bbox=[261, 768, 366, 777]
owner-name: W. ALLEN CONSTRUCTION, INC. bbox=[838, 1201, 962, 1210]
owner-name: ALLEN, WALLACE JR. & AUDREY MARTIN ALLEN bbox=[68, 725, 251, 734]
owner-name: BOURDA, JOSHUA bbox=[68, 1374, 132, 1383]
tax-listing bbox=[646, 927, 834, 982]
tax-listing bbox=[453, 650, 641, 714]
tax-listing bbox=[68, 845, 256, 909]
listing-details: P. O. BOX 146 ST. MARTINVILLE, LA 70582 TAXES OWED ARE $76.96 WITH INTEREST & COST TO BE ADDED. OWNER PCT:100% LOT: LOT 17 OF MEADOW ESTATES SUB. PER PLAT OF SURVEY #324012 170946 WARD SM 17201I4452 bbox=[646, 1104, 833, 1149]
column-2 bbox=[261, 129, 448, 2564]
tax-listing bbox=[1031, 129, 1219, 174]
listing-details: 526 GOVERNOR MOUTON STREET ST. MARTINVILLE, LA 70582 TAXES OWED ARE $240.50 WITH INTEREST & COST TO BE ADDED. OWNER PCT:100% LOT: 60 X 100 LOTS 21 & 22 BLOCK C AMEAL SUB. 151400 WARD SM 17201A3261 bbox=[646, 231, 833, 286]
owner-name: BLANCHARD, LANA QUEBEDEAUX bbox=[68, 1244, 187, 1253]
tax-listing bbox=[261, 1252, 448, 1307]
tax-listing bbox=[646, 676, 834, 739]
banner-border bbox=[159, 36, 1136, 101]
tax-listing bbox=[838, 464, 1026, 519]
